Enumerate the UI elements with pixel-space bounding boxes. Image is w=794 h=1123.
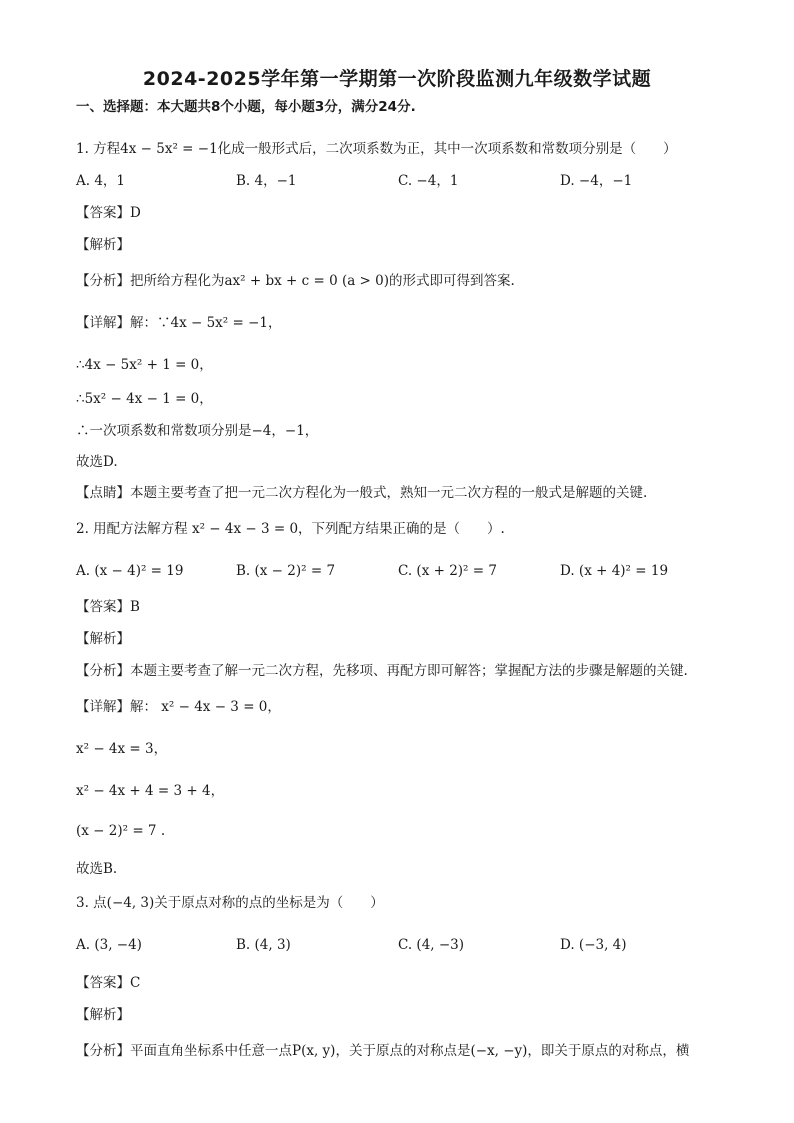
q3-option-b: B. (4, 3) xyxy=(236,937,291,953)
q2-analysis-label: 【解析】 xyxy=(76,631,130,647)
q1-detail-line: ∴4x − 5x² + 1 = 0， xyxy=(76,357,213,373)
q2-detail-line: x² − 4x + 4 = 3 + 4， xyxy=(76,783,225,799)
q1-detail-line: 故选D. xyxy=(76,454,118,470)
q2-option-d: D. (x + 4)² = 19 xyxy=(560,563,669,579)
q3-fenxi: 【分析】平面直角坐标系中任意一点P(x, y)，关于原点的对称点是(−x, −y)，即关于原点的对称点，横 xyxy=(76,1043,690,1059)
q1-option-d: D. −4，−1 xyxy=(560,173,633,189)
q2-detail-line: 故选B. xyxy=(76,861,118,877)
q2-fenxi: 【分析】本题主要考查了解一元二次方程，先移项、再配方即可解答；掌握配方法的步骤是解题的关键. xyxy=(76,663,688,679)
q3-option-a: A. (3, −4) xyxy=(76,937,142,953)
q2-answer: 【答案】B xyxy=(76,599,140,615)
section-heading: 一、选择题：本大题共8个小题，每小题3分，满分24分. xyxy=(76,99,416,115)
q1-option-a: A. 4，1 xyxy=(76,173,126,189)
q3-answer: 【答案】C xyxy=(76,975,141,991)
q1-detail-line: ∴5x² − 4x − 1 = 0， xyxy=(76,391,213,407)
q1-fenxi: 【分析】把所给方程化为ax² + bx + c = 0 (a > 0)的形式即可得到答案. xyxy=(76,273,515,289)
q1-option-b: B. 4，−1 xyxy=(236,173,297,189)
q2-detail-line: (x − 2)² = 7 . xyxy=(76,823,166,839)
q2-option-b: B. (x − 2)² = 7 xyxy=(236,563,336,579)
q1-detail-line: ∴一次项系数和常数项分别是−4，−1， xyxy=(76,423,319,439)
q3-option-c: C. (4, −3) xyxy=(398,937,465,953)
question-1-stem: 1. 方程4x − 5x² = −1化成一般形式后，二次项系数为正，其中一次项系数和常数项分别是（ ） xyxy=(76,141,677,157)
q2-detail-line: 【详解】解： x² − 4x − 3 = 0， xyxy=(76,699,281,715)
q1-option-c: C. −4，1 xyxy=(398,173,459,189)
question-2-stem: 2. 用配方法解方程 x² − 4x − 3 = 0，下列配方结果正确的是（ ）. xyxy=(76,521,505,537)
q1-analysis-label: 【解析】 xyxy=(76,237,130,253)
q2-detail-line: x² − 4x = 3， xyxy=(76,741,168,757)
q1-detail-line: 【详解】解：∵4x − 5x² = −1， xyxy=(76,315,282,331)
page-title: 2024-2025学年第一学期第一次阶段监测九年级数学试题 xyxy=(142,68,652,90)
q3-analysis-label: 【解析】 xyxy=(76,1007,130,1023)
q1-dianjing: 【点睛】本题主要考查了把一元二次方程化为一般式，熟知一元二次方程的一般式是解题的关键. xyxy=(76,485,648,501)
q2-option-c: C. (x + 2)² = 7 xyxy=(398,563,497,579)
q1-answer: 【答案】D xyxy=(76,205,141,221)
q3-option-d: D. (−3, 4) xyxy=(560,937,627,953)
question-3-stem: 3. 点(−4, 3)关于原点对称的点的坐标是为（ ） xyxy=(76,895,384,911)
q2-option-a: A. (x − 4)² = 19 xyxy=(76,563,184,579)
